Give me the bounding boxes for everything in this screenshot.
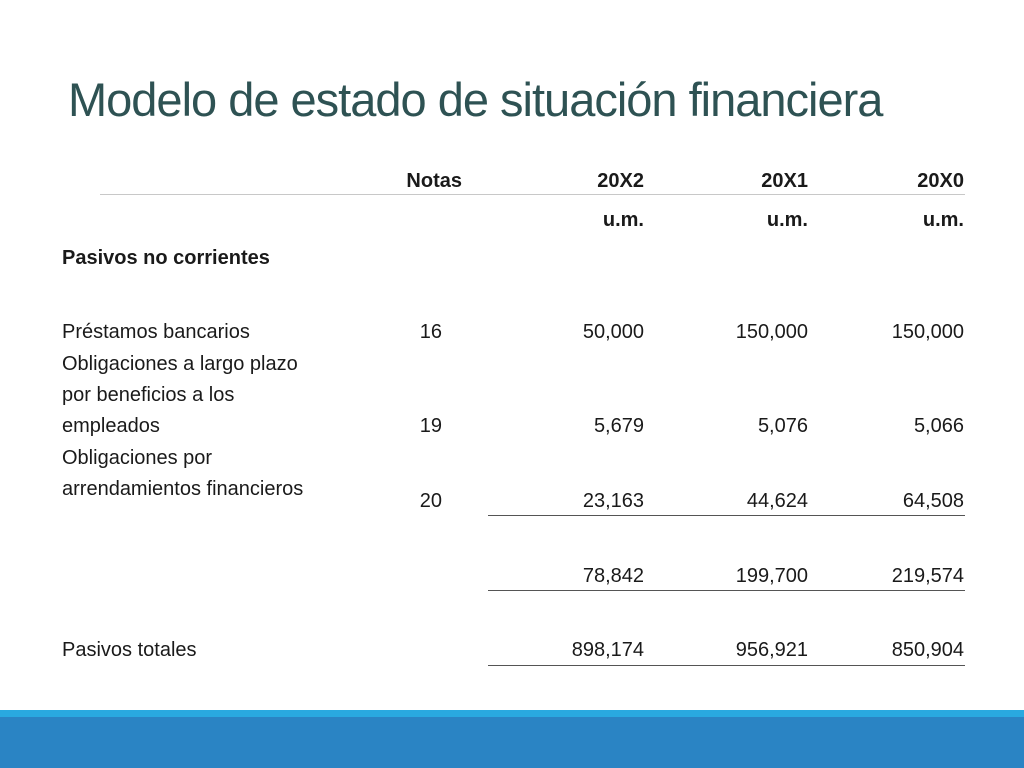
row-value-20x0: 64,508	[902, 490, 964, 512]
row-label-line: por beneficios a los	[62, 384, 235, 406]
total-20x1: 956,921	[735, 639, 808, 661]
total-label: Pasivos totales	[62, 639, 197, 661]
header-year-20x2: 20X2	[597, 170, 644, 192]
header-notes: Notas	[406, 170, 462, 192]
row-value-20x0: 150,000	[891, 321, 964, 343]
row-value-20x1: 5,076	[757, 415, 808, 437]
unit-20x2: u.m.	[602, 209, 644, 231]
section-heading: Pasivos no corrientes	[62, 247, 270, 269]
subtotal-20x1: 199,700	[735, 565, 808, 587]
row-value-20x0: 5,066	[913, 415, 964, 437]
row-label-line: Obligaciones a largo plazo	[62, 353, 298, 375]
row-value-20x1: 44,624	[746, 490, 808, 512]
row-label-line: empleados	[62, 415, 160, 437]
row-label-line: arrendamientos financieros	[62, 478, 304, 500]
footer-band	[0, 717, 1024, 768]
total-rule	[488, 665, 965, 666]
row-value-20x1: 150,000	[735, 321, 808, 343]
footer-accent-stripe	[0, 710, 1024, 717]
total-20x2: 898,174	[571, 639, 644, 661]
unit-20x1: u.m.	[766, 209, 808, 231]
row-label-line: Obligaciones por	[62, 447, 213, 469]
subtotal-20x2: 78,842	[582, 565, 644, 587]
subtotal-20x0: 219,574	[891, 565, 964, 587]
row-note: 20	[419, 490, 442, 512]
header-divider	[100, 194, 965, 195]
row-value-20x2: 50,000	[582, 321, 644, 343]
row-value-20x2: 5,679	[593, 415, 644, 437]
header-year-20x1: 20X1	[761, 170, 808, 192]
total-20x0: 850,904	[891, 639, 964, 661]
unit-20x0: u.m.	[922, 209, 964, 231]
row-note: 16	[419, 321, 442, 343]
subtotal-bottom-rule	[488, 590, 965, 591]
slide-title: Modelo de estado de situación financiera	[68, 73, 883, 126]
row-note: 19	[419, 415, 442, 437]
subtotal-rule	[488, 515, 965, 516]
row-label: Préstamos bancarios	[62, 321, 250, 343]
row-value-20x2: 23,163	[582, 490, 644, 512]
header-year-20x0: 20X0	[917, 170, 964, 192]
